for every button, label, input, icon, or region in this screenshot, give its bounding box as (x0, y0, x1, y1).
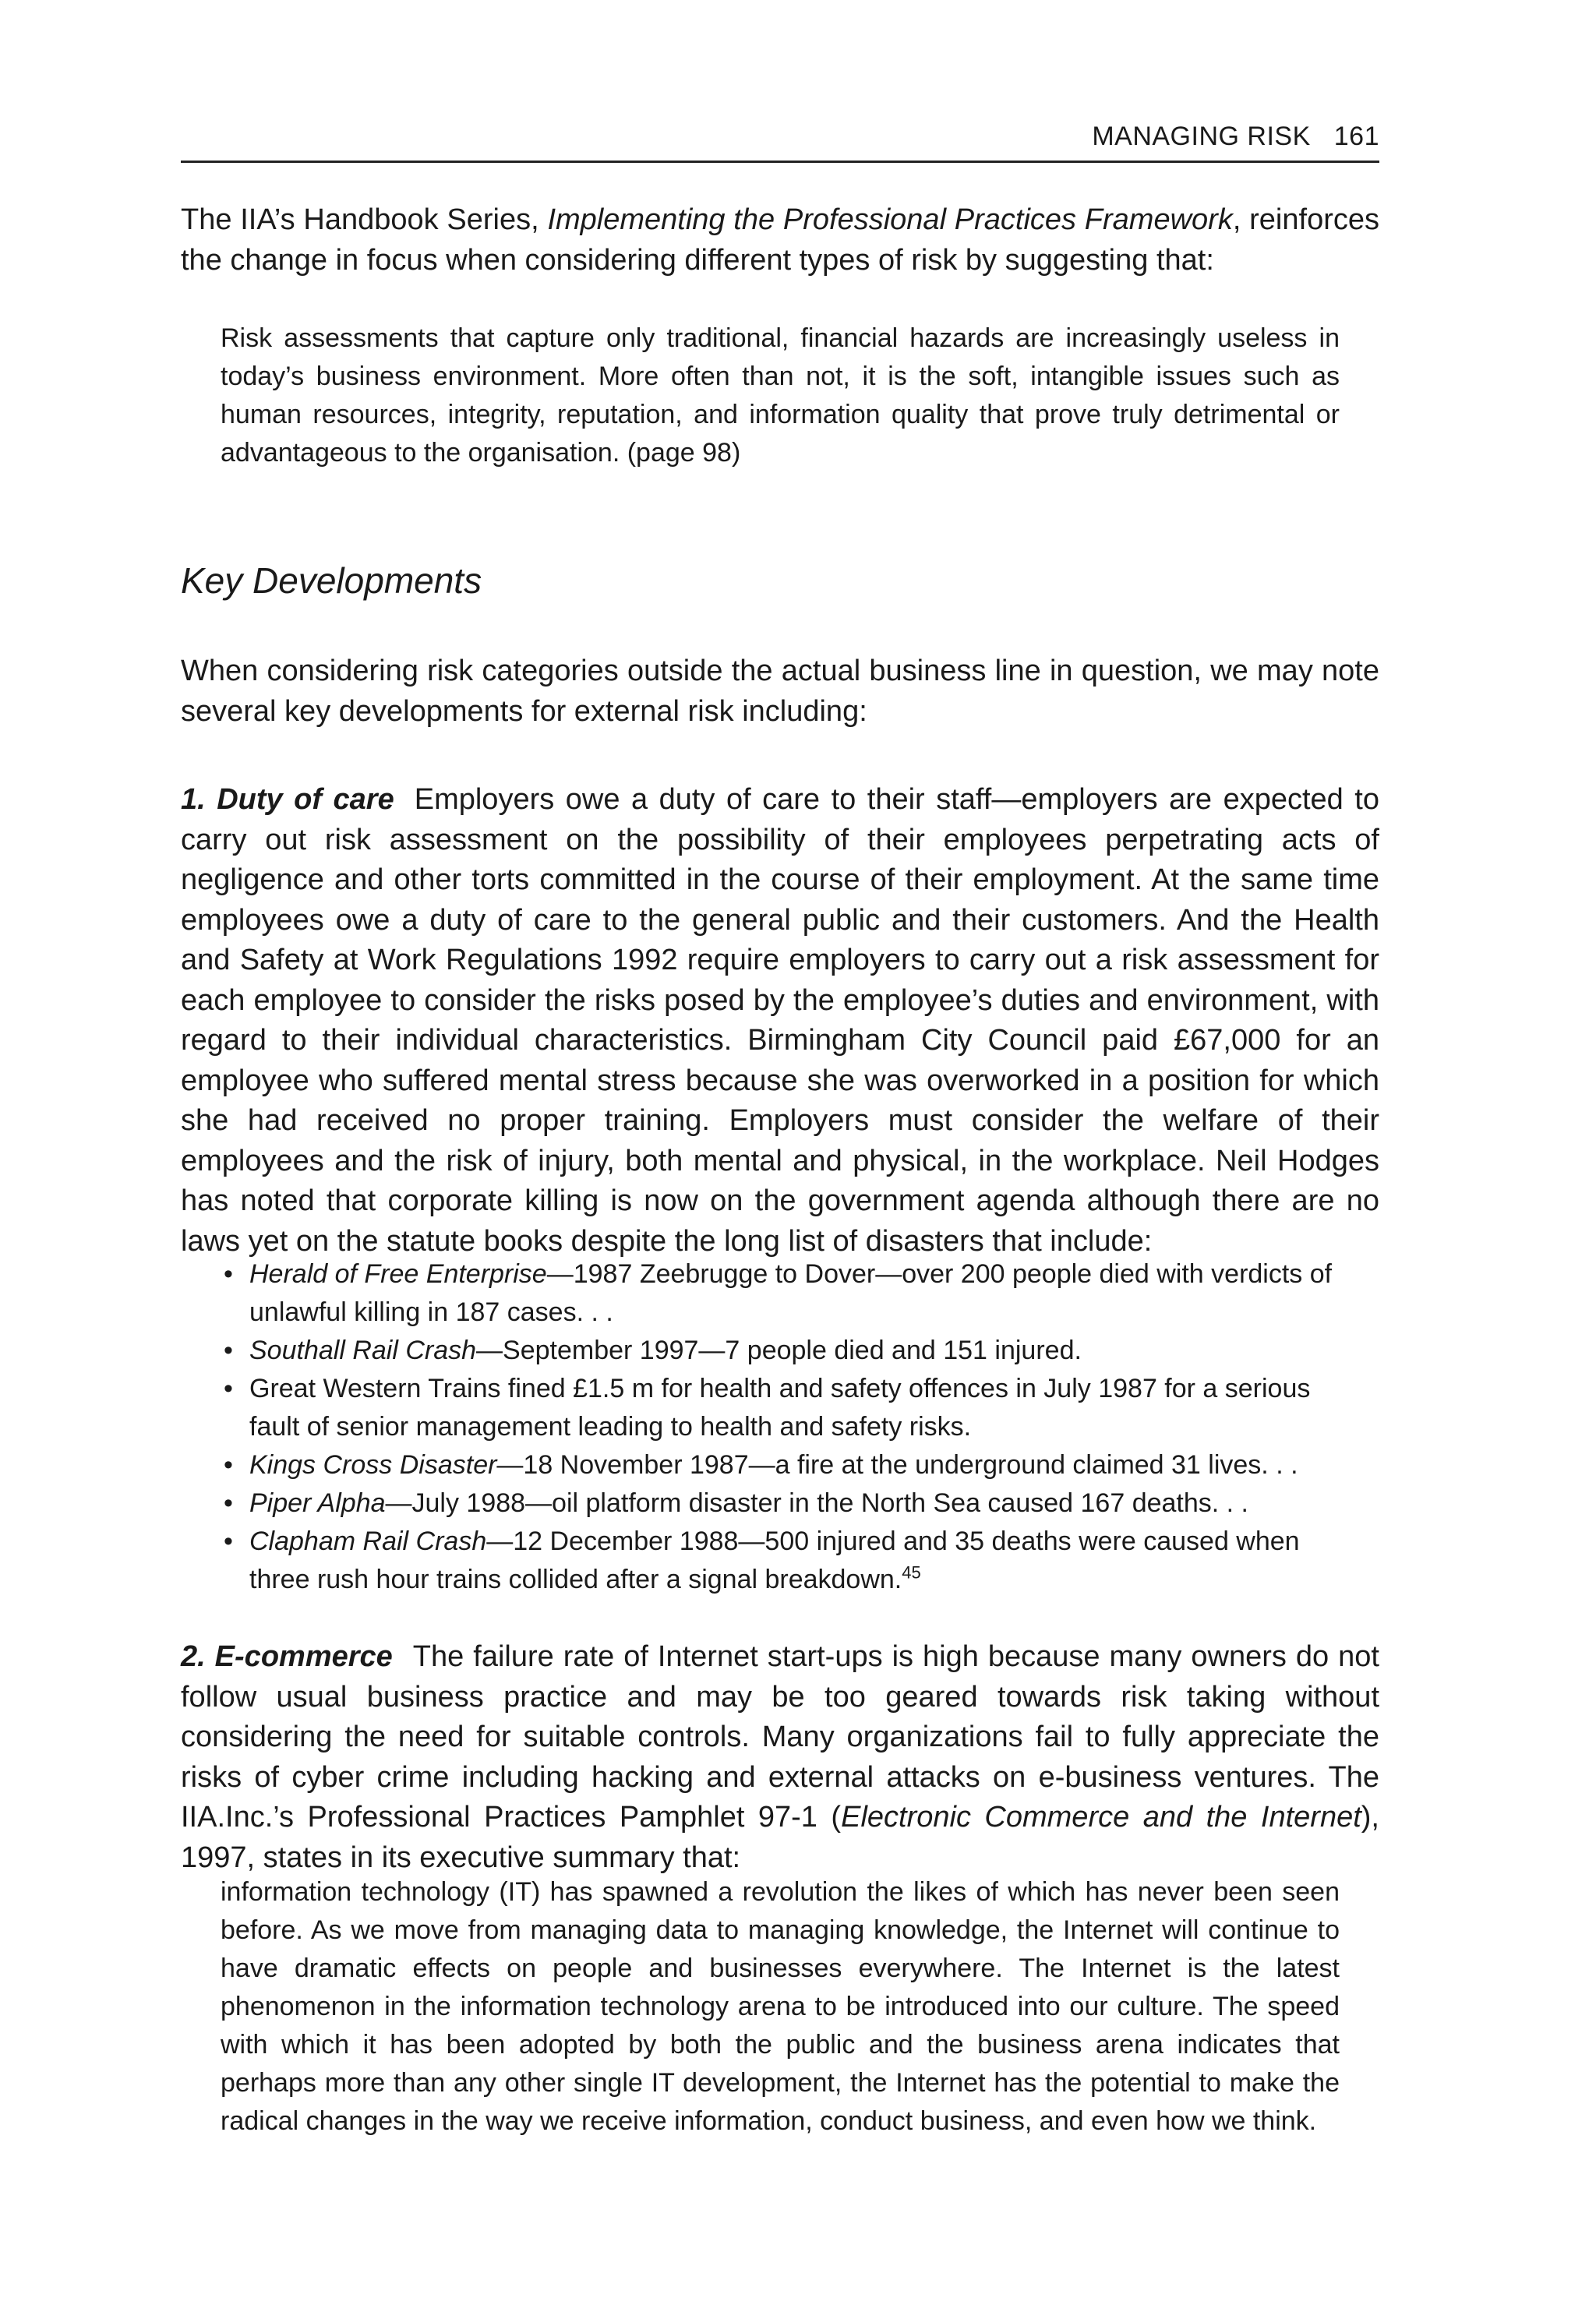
bullet-icon: • (224, 1488, 233, 1518)
page-number: 161 (1333, 122, 1379, 151)
bullet-icon: • (224, 1450, 233, 1480)
header-text (1092, 122, 1379, 152)
intro-after: , reinforces the change in focus when considering different types of risk by suggesting that: (181, 203, 1379, 277)
list-item (221, 1255, 1340, 1332)
developments-intro: When considering risk categories outside the actual business line in question, we may note several key developments for external risk including: (181, 655, 1379, 728)
footnote-ref: 45 (902, 1562, 921, 1583)
section-heading: Key Developments (181, 560, 482, 601)
bullet-icon: • (224, 1259, 233, 1289)
disaster-text: —July 1988—oil platform disaster in the North Sea caused 167 deaths. . . (385, 1488, 1249, 1518)
disaster-text: —18 November 1987—a fire at the underground claimed 31 lives. . . (496, 1450, 1298, 1480)
e-commerce-text-after: ), 1997, states in its executive summary that: (181, 1801, 1379, 1874)
block-quote-1: Risk assessments that capture only traditional, financial hazards are increasingly useless in today’s business environment. More often than not, it is the soft, intangible issues such as human resources, integrity, reputation, and information quality that prove truly detrimental or advantageous to the organisation. (page 98) (221, 323, 1340, 468)
bullet-icon: • (224, 1527, 233, 1556)
disaster-name: Clapham Rail Crash (249, 1527, 487, 1556)
bullet-icon: • (224, 1336, 233, 1365)
pamphlet-title: Electronic Commerce and the Internet (841, 1801, 1361, 1834)
duty-of-care-paragraph (181, 780, 1379, 1262)
list-item (221, 1332, 1340, 1370)
disaster-text: —September 1997—7 people died and 151 injured. (476, 1336, 1082, 1365)
e-commerce-label: 2. E-commerce (181, 1640, 393, 1673)
disaster-name: Kings Cross Disaster (249, 1450, 497, 1480)
list-item (221, 1370, 1340, 1446)
disaster-name: Herald of Free Enterprise (249, 1259, 547, 1289)
bullet-icon: • (224, 1374, 233, 1403)
intro-paragraph (181, 200, 1379, 281)
header-title: MANAGING RISK (1092, 122, 1311, 151)
disaster-text: —12 December 1988—500 injured and 35 deaths were caused when three rush hour trains collided after a signal breakdown. (249, 1527, 1300, 1594)
e-commerce-paragraph (181, 1637, 1379, 1878)
running-header (181, 118, 1379, 163)
block-quote-2: information technology (IT) has spawned a revolution the likes of which has never been seen before. As we move from managing data to managing knowledge, the Internet will continue to have dramatic effects on people and businesses everywhere. The Internet is the latest phenomenon in the information technology arena to be introduced into our culture. The speed with which it has been adopted by both the public and the business arena indicates that perhaps more than any other single IT development, the Internet has the potential to make the radical changes in the way we receive information, conduct business, and even how we think. (221, 1877, 1340, 2136)
disaster-name: Southall Rail Crash (249, 1336, 477, 1365)
list-item (221, 1484, 1340, 1523)
list-item (221, 1446, 1340, 1484)
intro-before: The IIA’s Handbook Series, (181, 203, 548, 236)
e-commerce-text-before: The failure rate of Internet start-ups is high because many owners do not follow usual business practice and may be too geared towards risk taking without considering the need for suitable controls. Many organizations fail to fully appreciate the risks of cyber crime including hacking and external attacks on e-business ventures. The IIA.Inc.’s Professional Practices Pamphlet 97-1 ( (181, 1640, 1379, 1834)
disaster-list (221, 1255, 1340, 1599)
disaster-text: —1987 Zeebrugge to Dover—over 200 people died with verdicts of unlawful killing in 187 cases. . . (249, 1259, 1333, 1327)
list-item (221, 1523, 1340, 1599)
disaster-name: Piper Alpha (249, 1488, 386, 1518)
duty-of-care-label: 1. Duty of care (181, 783, 394, 816)
duty-of-care-text: Employers owe a duty of care to their staff—employers are expected to carry out risk assessment on the possibility of their employees perpetrating acts of negligence and other torts committed in the course of their employment. At the same time employees owe a duty of care to the general public and their customers. And the Health and Safety at Work Regulations 1992 require employers to carry out a risk assessment for each employee to consider the risks posed by the employee’s duties and environment, with regard to their individual characteristics. Birmingham City Council paid £67,000 for an employee who suffered mental stress because she was overworked in a position for which she had received no proper training. Employers must consider the welfare of their employees and the risk of injury, both mental and physical, in the workplace. Neil Hodges has noted that corporate killing is now on the government agenda although there are no laws yet on the statute books despite the long list of disasters that include: (181, 783, 1379, 1258)
disaster-text: Great Western Trains fined £1.5 m for health and safety offences in July 1987 for a serious fault of senior management leading to health and safety risks. (249, 1374, 1311, 1442)
handbook-title: Implementing the Professional Practices Framework (547, 203, 1233, 236)
